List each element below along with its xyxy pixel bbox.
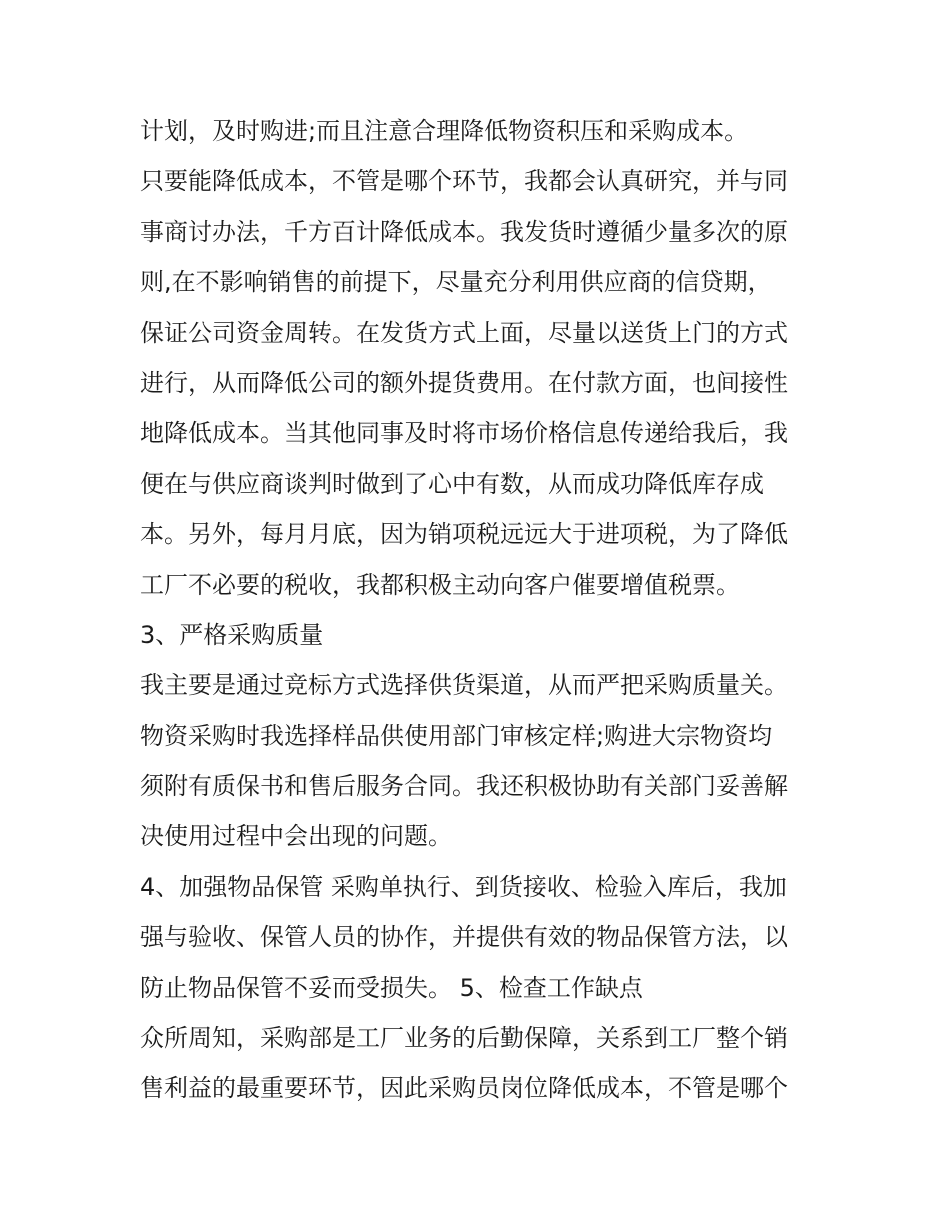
text-line: 须附有质保书和售后服务合同。我还积极协助有关部门妥善解 [140,772,788,801]
document-body [140,106,830,1114]
text-line: 我主要是通过竞标方式选择供货渠道，从而严把采购质量关。 [140,671,788,700]
text-line: 强与验收、保管人员的协作，并提供有效的物品保管方法，以 [140,923,788,952]
text-line: 便在与供应商谈判时做到了心中有数，从而成功降低库存成 [140,469,764,498]
text-line: 防止物品保管不妥而受损失。 5、检查工作缺点 [140,973,643,1002]
text-line: 本。另外，每月月底，因为销项税远远大于进项税，为了降低 [140,520,788,549]
text-line: 地降低成本。当其他同事及时将市场价格信息传递给我后，我 [140,419,788,448]
text-line: 众所周知，采购部是工厂业务的后勤保障，关系到工厂整个销 [140,1024,788,1053]
section-heading-4: 4、加强物品保管 采购单执行、到货接收、检验入库后，我加 [140,872,787,901]
text-line: 物资采购时我选择样品供使用部门审核定样;购进大宗物资均 [140,721,773,750]
text-line: 保证公司资金周转。在发货方式上面，尽量以送货上门的方式 [140,318,788,347]
text-line: 决使用过程中会出现的问题。 [140,822,452,851]
text-line: 则,在不影响销售的前提下，尽量充分利用供应商的信贷期， [140,268,772,297]
text-line: 售利益的最重要环节，因此采购员岗位降低成本，不管是哪个 [140,1074,788,1103]
text-line: 事商讨办法，千方百计降低成本。我发货时遵循少量多次的原 [140,217,788,246]
text-line: 工厂不必要的税收，我都积极主动向客户催要增值税票。 [140,570,740,599]
text-line: 进行，从而降低公司的额外提货费用。在付款方面，也间接性 [140,368,788,397]
text-line: 计划，及时购进;而且注意合理降低物资积压和采购成本。 [140,117,749,145]
text-line: 只要能降低成本，不管是哪个环节，我都会认真研究，并与同 [140,167,788,196]
section-heading-3: 3、严格采购质量 [140,620,324,649]
